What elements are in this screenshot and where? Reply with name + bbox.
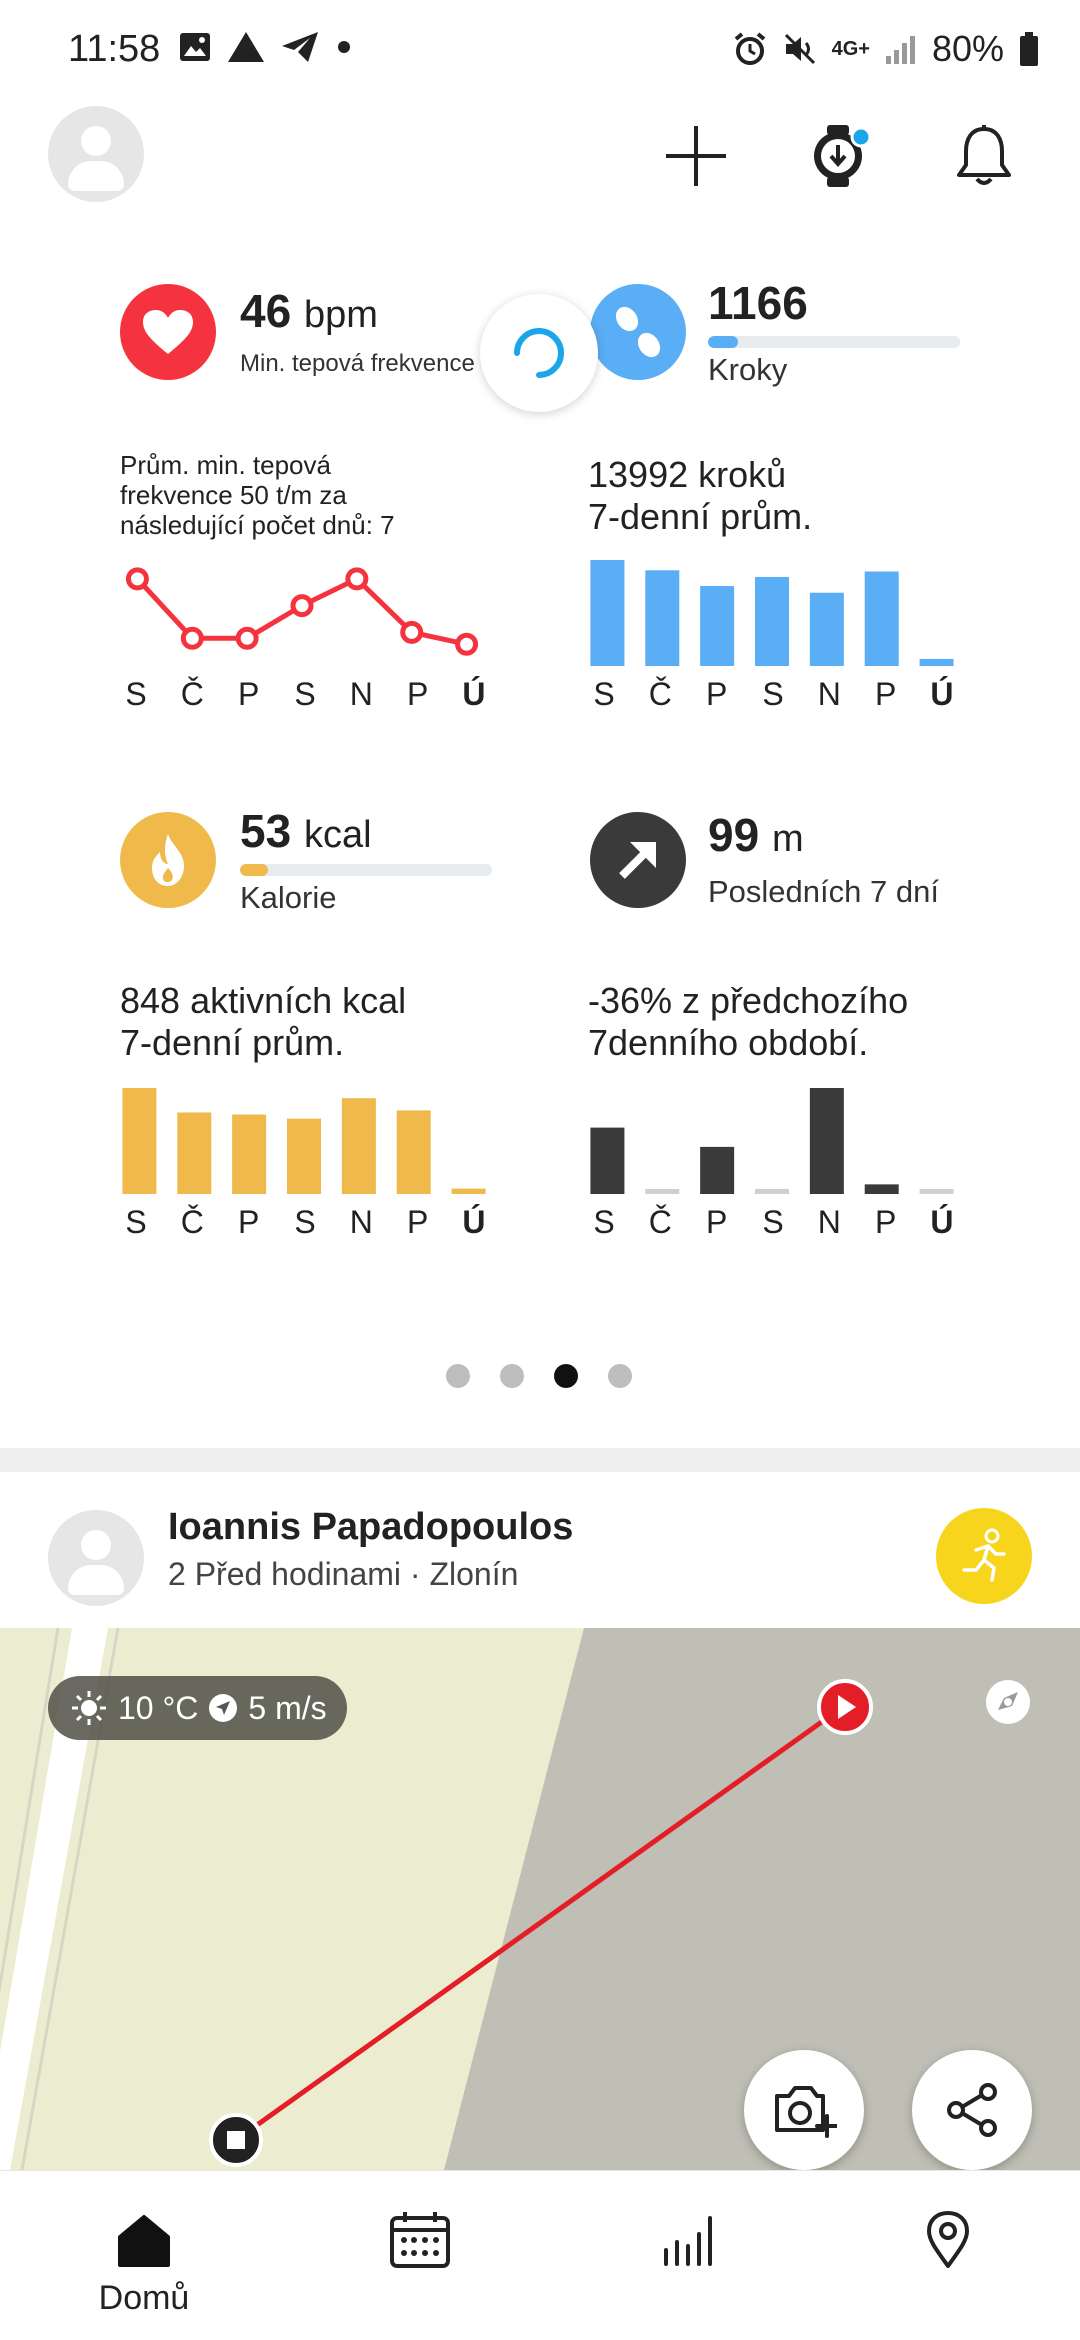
top-app-bar bbox=[0, 100, 1080, 210]
ascent-day-labels: S Č P S N P Ú bbox=[593, 1204, 954, 1240]
activity-type-badge bbox=[936, 1508, 1032, 1604]
heart-unit: bpm bbox=[303, 294, 378, 336]
ascent-summary-line1: -36% z předchozího bbox=[588, 980, 909, 1021]
telegram-icon bbox=[280, 30, 320, 64]
feed-user-avatar[interactable] bbox=[48, 1510, 144, 1606]
nav-home-label: Domů bbox=[98, 2279, 190, 2317]
wind-speed-text: 5 m/s bbox=[248, 1689, 327, 1726]
chart-bar bbox=[590, 1128, 624, 1194]
chart-point bbox=[183, 629, 201, 647]
watch-sync-icon bbox=[807, 123, 873, 189]
warning-triangle-icon bbox=[226, 30, 266, 64]
add-button[interactable] bbox=[658, 118, 734, 194]
chart-point bbox=[458, 635, 476, 653]
page-indicator bbox=[446, 1364, 632, 1388]
activity-map[interactable] bbox=[0, 1628, 1080, 2170]
chart-point bbox=[348, 570, 366, 588]
calendar-icon bbox=[389, 2210, 451, 2270]
route-start-icon bbox=[816, 1678, 874, 1736]
mute-icon bbox=[782, 31, 818, 67]
steps-label: Kroky bbox=[708, 352, 788, 387]
chart-bar bbox=[287, 1119, 321, 1194]
battery-percent: 80% bbox=[931, 28, 1004, 69]
share-icon bbox=[942, 2080, 1002, 2140]
steps-progress bbox=[708, 336, 960, 348]
chart-bar bbox=[920, 1189, 954, 1194]
home-icon bbox=[116, 2213, 172, 2267]
ascent-value: 99 bbox=[708, 809, 760, 861]
ascent-summary-line2: 7denního období. bbox=[588, 1022, 869, 1063]
chart-point bbox=[403, 623, 421, 641]
weather-pill bbox=[48, 1676, 347, 1740]
feed-subtitle: 2 Před hodinami · Zlonín bbox=[168, 1556, 519, 1592]
chart-bar bbox=[755, 1189, 789, 1194]
steps-circle bbox=[590, 284, 686, 380]
battery-icon bbox=[1018, 31, 1040, 67]
heart-circle bbox=[120, 284, 216, 380]
calories-unit: kcal bbox=[303, 814, 372, 856]
chart-bar bbox=[755, 577, 789, 666]
page-dot bbox=[446, 1364, 470, 1388]
spinner-icon bbox=[509, 323, 569, 383]
flame-icon bbox=[144, 832, 192, 888]
page-dot bbox=[608, 1364, 632, 1388]
calories-circle bbox=[120, 812, 216, 908]
heart-summary-line1: Prům. min. tepová bbox=[120, 450, 331, 480]
calories-day-labels: S Č P S N P Ú bbox=[125, 1204, 486, 1240]
status-bar bbox=[0, 0, 1080, 100]
chart-point bbox=[293, 597, 311, 615]
add-photo-button[interactable] bbox=[744, 2050, 864, 2170]
calories-summary-line2: 7-denní prům. bbox=[120, 1022, 345, 1063]
heart-rate-chart bbox=[110, 552, 494, 680]
chart-bar bbox=[342, 1098, 376, 1194]
chart-bar bbox=[590, 560, 624, 666]
share-button[interactable] bbox=[912, 2050, 1032, 2170]
bell-icon bbox=[954, 123, 1014, 189]
dot-icon bbox=[334, 30, 354, 64]
camera-plus-icon bbox=[771, 2082, 837, 2138]
steps-value: 1166 bbox=[708, 277, 808, 329]
bottom-navigation bbox=[0, 2170, 1080, 2340]
feed-user-name[interactable]: Ioannis Papadopoulos bbox=[168, 1506, 574, 1548]
calories-chart bbox=[112, 1080, 496, 1194]
chart-bar bbox=[865, 572, 899, 666]
ascent-chart bbox=[580, 1080, 964, 1194]
loading-spinner bbox=[480, 294, 598, 412]
chart-bar bbox=[232, 1115, 266, 1195]
heart-day-labels: S Č P S N P Ú bbox=[125, 676, 486, 712]
chart-bar bbox=[700, 586, 734, 666]
chart-bar bbox=[397, 1110, 431, 1194]
ascent-unit: m bbox=[771, 818, 804, 860]
chart-bar bbox=[810, 1088, 844, 1194]
nav-statistics[interactable] bbox=[586, 2171, 786, 2340]
steps-summary-line2: 7-denní prům. bbox=[588, 496, 813, 537]
nav-calendar[interactable] bbox=[320, 2171, 520, 2340]
temperature-text: 10 °C bbox=[118, 1689, 199, 1726]
nav-home[interactable] bbox=[44, 2171, 244, 2340]
plus-icon bbox=[662, 122, 730, 190]
chart-point bbox=[238, 629, 256, 647]
heart-summary-line2: frekvence 50 t/m za bbox=[120, 480, 347, 510]
nav-map[interactable] bbox=[848, 2171, 1048, 2340]
chart-bar bbox=[177, 1112, 211, 1194]
status-time: 11:58 bbox=[68, 28, 161, 70]
running-icon bbox=[954, 1526, 1014, 1586]
route-end-icon bbox=[208, 2112, 264, 2168]
chart-bar bbox=[645, 1189, 679, 1194]
chart-bar bbox=[810, 593, 844, 666]
steps-summary-line1: 13992 kroků bbox=[588, 454, 787, 495]
gallery-icon bbox=[178, 31, 212, 63]
footsteps-icon bbox=[607, 301, 669, 363]
section-divider bbox=[0, 1448, 1080, 1472]
page-dot bbox=[554, 1364, 578, 1388]
heart-icon bbox=[141, 308, 195, 356]
location-pin-icon bbox=[925, 2210, 971, 2270]
chart-bar bbox=[452, 1189, 486, 1194]
notifications-button[interactable] bbox=[946, 118, 1022, 194]
map-style-icon[interactable] bbox=[984, 1678, 1032, 1726]
heart-summary-line3: následující počet dnů: 7 bbox=[120, 510, 395, 540]
chart-point bbox=[128, 570, 146, 588]
calories-label: Kalorie bbox=[240, 880, 337, 915]
sun-icon bbox=[70, 1689, 108, 1727]
chart-bar bbox=[700, 1147, 734, 1194]
bar-chart-icon bbox=[658, 2212, 714, 2268]
profile-avatar[interactable] bbox=[48, 106, 144, 202]
wind-direction-icon bbox=[208, 1693, 238, 1723]
steps-day-labels: S Č P S N P Ú bbox=[593, 676, 954, 712]
ascent-label: Posledních 7 dní bbox=[708, 874, 939, 909]
arrow-up-right-icon bbox=[612, 834, 664, 886]
signal-icon bbox=[884, 32, 918, 66]
chart-bar bbox=[122, 1088, 156, 1194]
heart-value: 46 bbox=[240, 285, 292, 337]
chart-bar bbox=[645, 570, 679, 666]
alarm-icon bbox=[732, 31, 768, 67]
calories-summary-line1: 848 aktivních kcal bbox=[120, 980, 407, 1021]
calories-progress bbox=[240, 864, 492, 876]
page-dot bbox=[500, 1364, 524, 1388]
watch-sync-button[interactable] bbox=[802, 118, 878, 194]
chart-bar bbox=[865, 1184, 899, 1194]
network-type: 4G+ bbox=[831, 38, 870, 60]
calories-value: 53 bbox=[240, 805, 292, 857]
ascent-circle bbox=[590, 812, 686, 908]
chart-bar bbox=[920, 659, 954, 666]
steps-chart bbox=[580, 552, 964, 666]
heart-label: Min. tepová frekvence bbox=[240, 350, 475, 377]
